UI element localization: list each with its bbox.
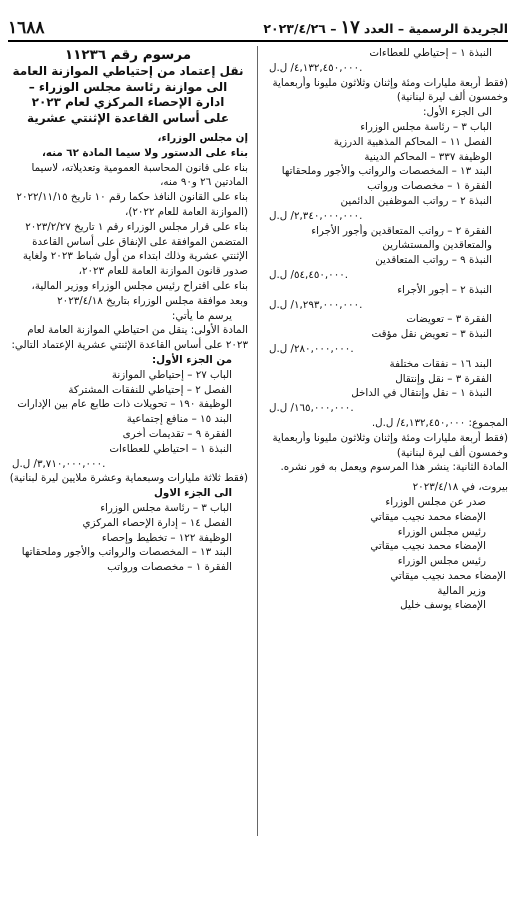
text-line: بيروت، في ٢٠٢٣/٤/١٨ xyxy=(412,481,508,494)
text-line: من الجزء الأول: xyxy=(152,353,232,366)
text-line: رئيس مجلس الوزراء xyxy=(397,555,486,568)
journal-name: الجريدة الرسمية – العدد xyxy=(363,21,508,36)
text-line: البند ١٦ – نفقات مختلفة xyxy=(389,357,492,370)
text-line: رئيس مجلس الوزراء xyxy=(397,525,486,538)
text-line: بناء على القانون النافذ حكما رقم ١٠ تاريخ ٢٠٢٢/١١/١٥ (الموازنة العامة للعام ٢٠٢٢)، xyxy=(16,191,248,218)
decree-title-line: على أساس القاعدة الإثنتي عشرية xyxy=(26,110,230,125)
decree-title xyxy=(8,64,248,126)
text-line: الإمضاء محمد نجيب ميقاتي xyxy=(370,540,486,553)
text-line: ١٦٥,٠٠٠,٠٠٠/ ل.ل. xyxy=(269,402,354,415)
text-line: النبذة ٩ – رواتب المتعاقدين xyxy=(375,254,492,267)
text-line: الفقرة ٢ – رواتب المتعاقدين وأجور الأجراء والمتعاقدين والمستشارين xyxy=(311,224,492,252)
left-column xyxy=(8,46,248,575)
text-line: المادة الثانية: ينشر هذا المرسوم ويعمل به فور نشره. xyxy=(280,461,508,474)
text-line: النبذة ٢ – أجور الأجراء xyxy=(397,283,492,296)
text-line: البند ١٥ – منافع إجتماعية xyxy=(126,413,232,426)
decree-title-line: الى موازنة رئاسة مجلس الوزراء – xyxy=(28,79,228,94)
text-line: بناء على اقتراح رئيس مجلس الوزراء ووزير المالية، xyxy=(31,279,248,292)
text-line: ١,٢٩٣,٠٠٠,٠٠٠/ ل.ل. xyxy=(269,298,363,311)
text-line: الوظيفة ١٢٢ – تخطيط وإحصاء xyxy=(101,531,232,544)
text-line: (فقط أربعة مليارات ومئة وإثنان وثلاثون مليونا وأربعماية وخمسون ألف ليرة لبنانية) xyxy=(272,431,508,459)
header-rule xyxy=(8,40,508,42)
text-line: ٥٤,٤٥٠,٠٠٠/ ل.ل. xyxy=(269,268,349,281)
text-line: النبذة ٢ – رواتب الموظفين الدائمين xyxy=(340,194,492,207)
decree-title-line: ادارة الإحصاء المركزي لعام ٢٠٢٣ xyxy=(31,95,225,109)
text-line: ٢٨٠,٠٠٠,٠٠٠/ ل.ل. xyxy=(269,342,354,355)
text-line: بناء على الدستور ولا سيما المادة ٦٢ منه، xyxy=(41,146,248,159)
text-line: النبذة ١ – احتياطي للعطاءات xyxy=(109,442,232,455)
text-line: الى الجزء الاول xyxy=(153,487,232,500)
decree-number: مرسوم رقم ١١٢٣٦ xyxy=(64,47,192,63)
text-line: الإمضاء محمد نجيب ميقاتي xyxy=(370,510,486,523)
text-line: (فقط أربعة مليارات ومئة وإثنان وثلاثون مليونا وأربعماية وخمسون ألف ليرة لبنانية) xyxy=(272,76,508,104)
text-line: المجموع: ٤,١٣٢,٤٥٠,٠٠٠/ ل.ل. xyxy=(371,416,508,429)
text-line: ٣,٧١٠,٠٠٠,٠٠٠/ ل.ل. xyxy=(12,457,106,470)
text-line: إن مجلس الوزراء، xyxy=(157,132,248,144)
page-number: ١٦٨٨ xyxy=(8,18,45,38)
text-line: الفصل ٢ – إحتياطي للنفقات المشتركة xyxy=(68,383,232,396)
column-divider xyxy=(257,46,258,836)
text-line: البند ١٣ – المخصصات والرواتب والأجور وملحقاتها xyxy=(21,546,232,559)
text-line: الى الجزء الأول: xyxy=(423,106,492,119)
text-line: الباب ٣ – رئاسة مجلس الوزراء xyxy=(100,501,232,514)
text-line: (فقط ثلاثة مليارات وسبعماية وعشرة ملايين ليرة لبنانية) xyxy=(9,472,248,485)
text-line: المادة الأولى: ينقل من احتياطي الموازنة العامة لعام ٢٠٢٣ على أساس القاعدة الإثنتي عشرية الإعتماد التالي: xyxy=(11,324,248,352)
issue-date: – ٢٠٢٣/٤/٢٦ xyxy=(263,21,337,36)
decree-title-line: نقل إعتماد من إحتياطي الموازنة العامة xyxy=(12,64,244,78)
text-line: وبعد موافقة مجلس الوزراء بتاريخ ٢٠٢٣/٤/١٨ xyxy=(57,294,248,307)
text-line: النبذة ٣ – تعويض نقل مؤقت xyxy=(371,328,492,341)
text-line: وزير المالية xyxy=(437,584,486,597)
text-line: الفصل ١٤ – إدارة الإحصاء المركزي xyxy=(82,516,232,529)
text-line: ٤,١٣٢,٤٥٠,٠٠٠/ ل.ل. xyxy=(269,61,363,74)
decree-body xyxy=(8,131,248,575)
text-line: البند ١٣ – المخصصات والرواتب والأجور وملحقاتها xyxy=(281,165,492,178)
text-line: الفقرة ١ – مخصصات ورواتب xyxy=(367,180,492,193)
page-header xyxy=(8,8,508,38)
text-line: الإمضاء محمد نجيب ميقاتي xyxy=(390,569,506,582)
text-line: بناء على قرار مجلس الوزراء رقم ١ تاريخ ٢٠٢٣/٢/٢٧ المتضمن الموافقة على الإنفاق على أساس القاعدة الإثنتي عشرية وذلك ابتداء من أول شباط ٢٠٢٣ ولغاية صدور قانون الموازنة العامة للعام ٢٠٢٣، xyxy=(22,220,248,278)
right-column xyxy=(265,46,508,613)
text-line: الباب ٢٧ – إحتياطي الموازنة xyxy=(111,368,232,381)
text-line: الفقرة ١ – مخصصات ورواتب xyxy=(107,561,232,574)
text-line: يرسم ما يأتي: xyxy=(171,309,232,322)
issue-number: ١٧ xyxy=(340,17,360,38)
text-line: النبذة ١ – نقل وإنتقال في الداخل xyxy=(351,387,492,400)
text-line: ٢,٣٤٠,٠٠٠,٠٠٠/ ل.ل. xyxy=(269,209,363,222)
text-line: الفقرة ٣ – تعويضات xyxy=(406,313,492,326)
running-header xyxy=(263,17,508,38)
text-line: الوظيفة ١٩٠ – تحويلات ذات طابع عام بين الإدارات xyxy=(17,398,232,411)
text-line: بناء على قانون المحاسبة العمومية وتعديلاته، لاسيما المادتين ٢٦ و٩٠ منه، xyxy=(31,161,248,189)
text-line: النبذة ١ – إحتياطي للعطاءات xyxy=(369,47,492,59)
text-line: صدر عن مجلس الوزراء xyxy=(385,495,486,508)
text-line: الفصل ١١ – المحاكم المذهبية الدرزية xyxy=(333,135,492,148)
text-line: الباب ٣ – رئاسة مجلس الوزراء xyxy=(360,120,492,133)
text-line: الإمضاء يوسف خليل xyxy=(400,599,486,612)
text-line: الفقرة ٣ – نقل وإنتقال xyxy=(395,372,492,385)
text-line: الفقرة ٩ – تقديمات أخرى xyxy=(122,427,232,440)
text-line: الوظيفة ٣٣٧ – المحاكم الدينية xyxy=(364,150,492,163)
